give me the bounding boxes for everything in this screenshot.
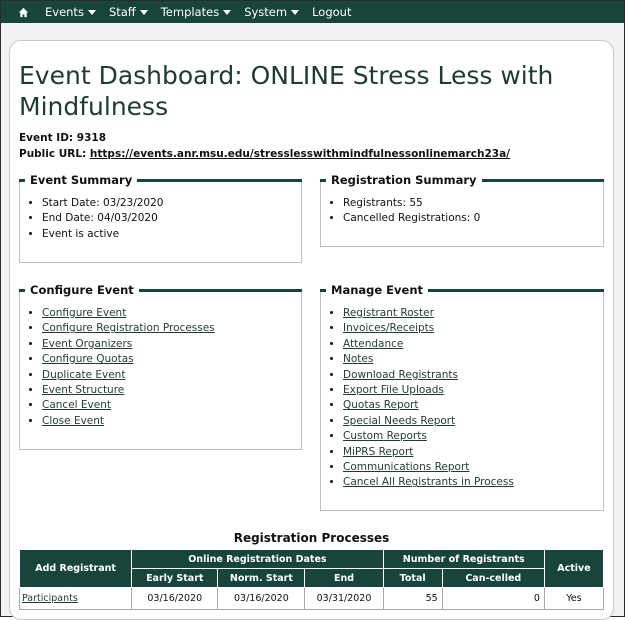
registration-summary-list (321, 196, 480, 227)
event-summary-heading: Event Summary (25, 173, 137, 187)
col-num-registrants: Number of Registrants (383, 550, 544, 569)
registration-summary-heading: Registration Summary (326, 173, 482, 187)
col-norm-start: Norm. Start (218, 569, 305, 588)
manage-event-heading: Manage Event (326, 283, 428, 297)
nav-system-label: System (244, 5, 288, 19)
nav-templates[interactable] (161, 5, 231, 19)
manage-event-header (320, 283, 604, 297)
event-status: • Event is active (42, 227, 163, 242)
close-event-link[interactable]: Close Event (42, 414, 105, 427)
caret-down-icon (223, 10, 231, 15)
list-item (343, 398, 514, 413)
communications-report-link[interactable]: Communications Report (343, 461, 470, 474)
list-item (42, 414, 215, 429)
cancel-all-registrants-link[interactable]: Cancel All Registrants in Process (343, 476, 514, 489)
cancelled-count: • Cancelled Registrations: 0 (343, 211, 480, 226)
registrant-roster-link[interactable]: Registrant Roster (343, 307, 434, 319)
event-summary-panel (19, 173, 302, 263)
end-cell: 03/31/2020 (305, 588, 383, 610)
list-item (42, 306, 215, 321)
list-item (42, 398, 215, 413)
configure-event-header (19, 283, 302, 297)
registration-processes-title: Registration Processes (233, 531, 390, 545)
registration-processes-table (19, 549, 604, 610)
start-date: • Start Date: 03/23/2020 (42, 196, 163, 211)
invoices-receipts-link[interactable]: Invoices/Receipts (343, 322, 435, 335)
list-item (343, 460, 514, 475)
event-id-label: Event ID: (19, 132, 74, 144)
col-cancelled: Can-celled (442, 569, 544, 588)
configure-event-heading: Configure Event (25, 283, 139, 297)
col-early-start: Early Start (132, 569, 218, 588)
list-item (343, 445, 514, 460)
notes-link[interactable]: Notes (343, 353, 374, 366)
event-id-value: 9318 (76, 132, 107, 144)
list-item (343, 383, 514, 398)
list-item (343, 352, 514, 367)
registrant-type-cell (20, 588, 132, 610)
caret-down-icon (140, 10, 148, 15)
norm-start-cell: 03/16/2020 (218, 588, 305, 610)
nav-templates-label: Templates (160, 5, 220, 19)
col-online-dates: Online Registration Dates (132, 550, 383, 569)
nav-events-label: Events (45, 5, 84, 19)
total-cell: 55 (383, 588, 442, 610)
nav-staff[interactable] (109, 5, 148, 19)
download-registrants-link[interactable]: Download Registrants (343, 368, 458, 381)
cancelled-cell: 0 (442, 588, 544, 610)
list-item (343, 414, 514, 429)
end-date: • End Date: 04/03/2020 (42, 211, 163, 226)
list-item (343, 306, 514, 321)
page-title: Event Dashboard: ONLINE Stress Less with Mindfulness (19, 61, 554, 121)
home-icon[interactable] (15, 4, 31, 20)
registration-summary-panel (320, 173, 604, 247)
registration-summary-header (320, 173, 604, 187)
nav-staff-label: Staff (108, 5, 136, 19)
custom-reports-link[interactable]: Custom Reports (343, 430, 427, 443)
event-summary-list (20, 196, 163, 242)
col-total: Total (383, 569, 442, 588)
col-end: End (305, 569, 383, 588)
attendance-link[interactable]: Attendance (343, 337, 404, 350)
cancel-event-link[interactable]: Cancel Event (42, 399, 111, 412)
configure-registration-processes-link[interactable]: Configure Registration Processes (42, 322, 215, 335)
table-row (20, 588, 604, 610)
event-organizers-link[interactable]: Event Organizers (42, 337, 133, 350)
special-needs-report-link[interactable]: Special Needs Report (343, 414, 456, 427)
early-start-cell: 03/16/2020 (132, 588, 218, 610)
list-item (343, 475, 514, 490)
top-navigation (1, 1, 624, 23)
manage-event-panel (320, 283, 604, 511)
list-item (42, 383, 215, 398)
list-item (343, 337, 514, 352)
registrants-count: • Registrants: 55 (343, 196, 480, 211)
list-item (42, 352, 215, 367)
list-item (42, 337, 215, 352)
duplicate-event-link[interactable]: Duplicate Event (42, 368, 126, 381)
participants-link[interactable]: Participants (22, 593, 78, 604)
list-item (42, 321, 215, 336)
public-url-row (19, 148, 510, 160)
list-item (343, 321, 514, 336)
event-summary-header (19, 173, 302, 187)
configure-event-list (20, 306, 215, 429)
public-url-label: Public URL: (19, 148, 87, 160)
configure-quotas-link[interactable]: Configure Quotas (42, 353, 134, 366)
caret-down-icon (88, 10, 96, 15)
nav-logout[interactable] (312, 5, 351, 19)
active-cell: Yes (544, 588, 603, 610)
manage-event-list (321, 306, 514, 491)
nav-system[interactable] (244, 5, 299, 19)
col-active: Active (544, 550, 603, 588)
nav-events[interactable] (45, 5, 96, 19)
col-add-registrant: Add Registrant (20, 550, 132, 588)
configure-event-link[interactable]: Configure Event (42, 307, 127, 319)
miprs-report-link[interactable]: MiPRS Report (343, 445, 414, 458)
list-item (42, 368, 215, 383)
configure-event-panel (19, 283, 302, 450)
list-item (343, 429, 514, 444)
event-structure-link[interactable]: Event Structure (42, 384, 125, 397)
public-url-link[interactable]: https://events.anr.msu.edu/stresslesswithmindfulnessonlinemarch23a/ (89, 148, 510, 160)
caret-down-icon (291, 10, 299, 15)
export-file-uploads-link[interactable]: Export File Uploads (343, 384, 444, 397)
event-id-row (19, 132, 106, 144)
list-item (343, 368, 514, 383)
quotas-report-link[interactable]: Quotas Report (343, 399, 419, 412)
nav-logout-label: Logout (312, 5, 352, 19)
